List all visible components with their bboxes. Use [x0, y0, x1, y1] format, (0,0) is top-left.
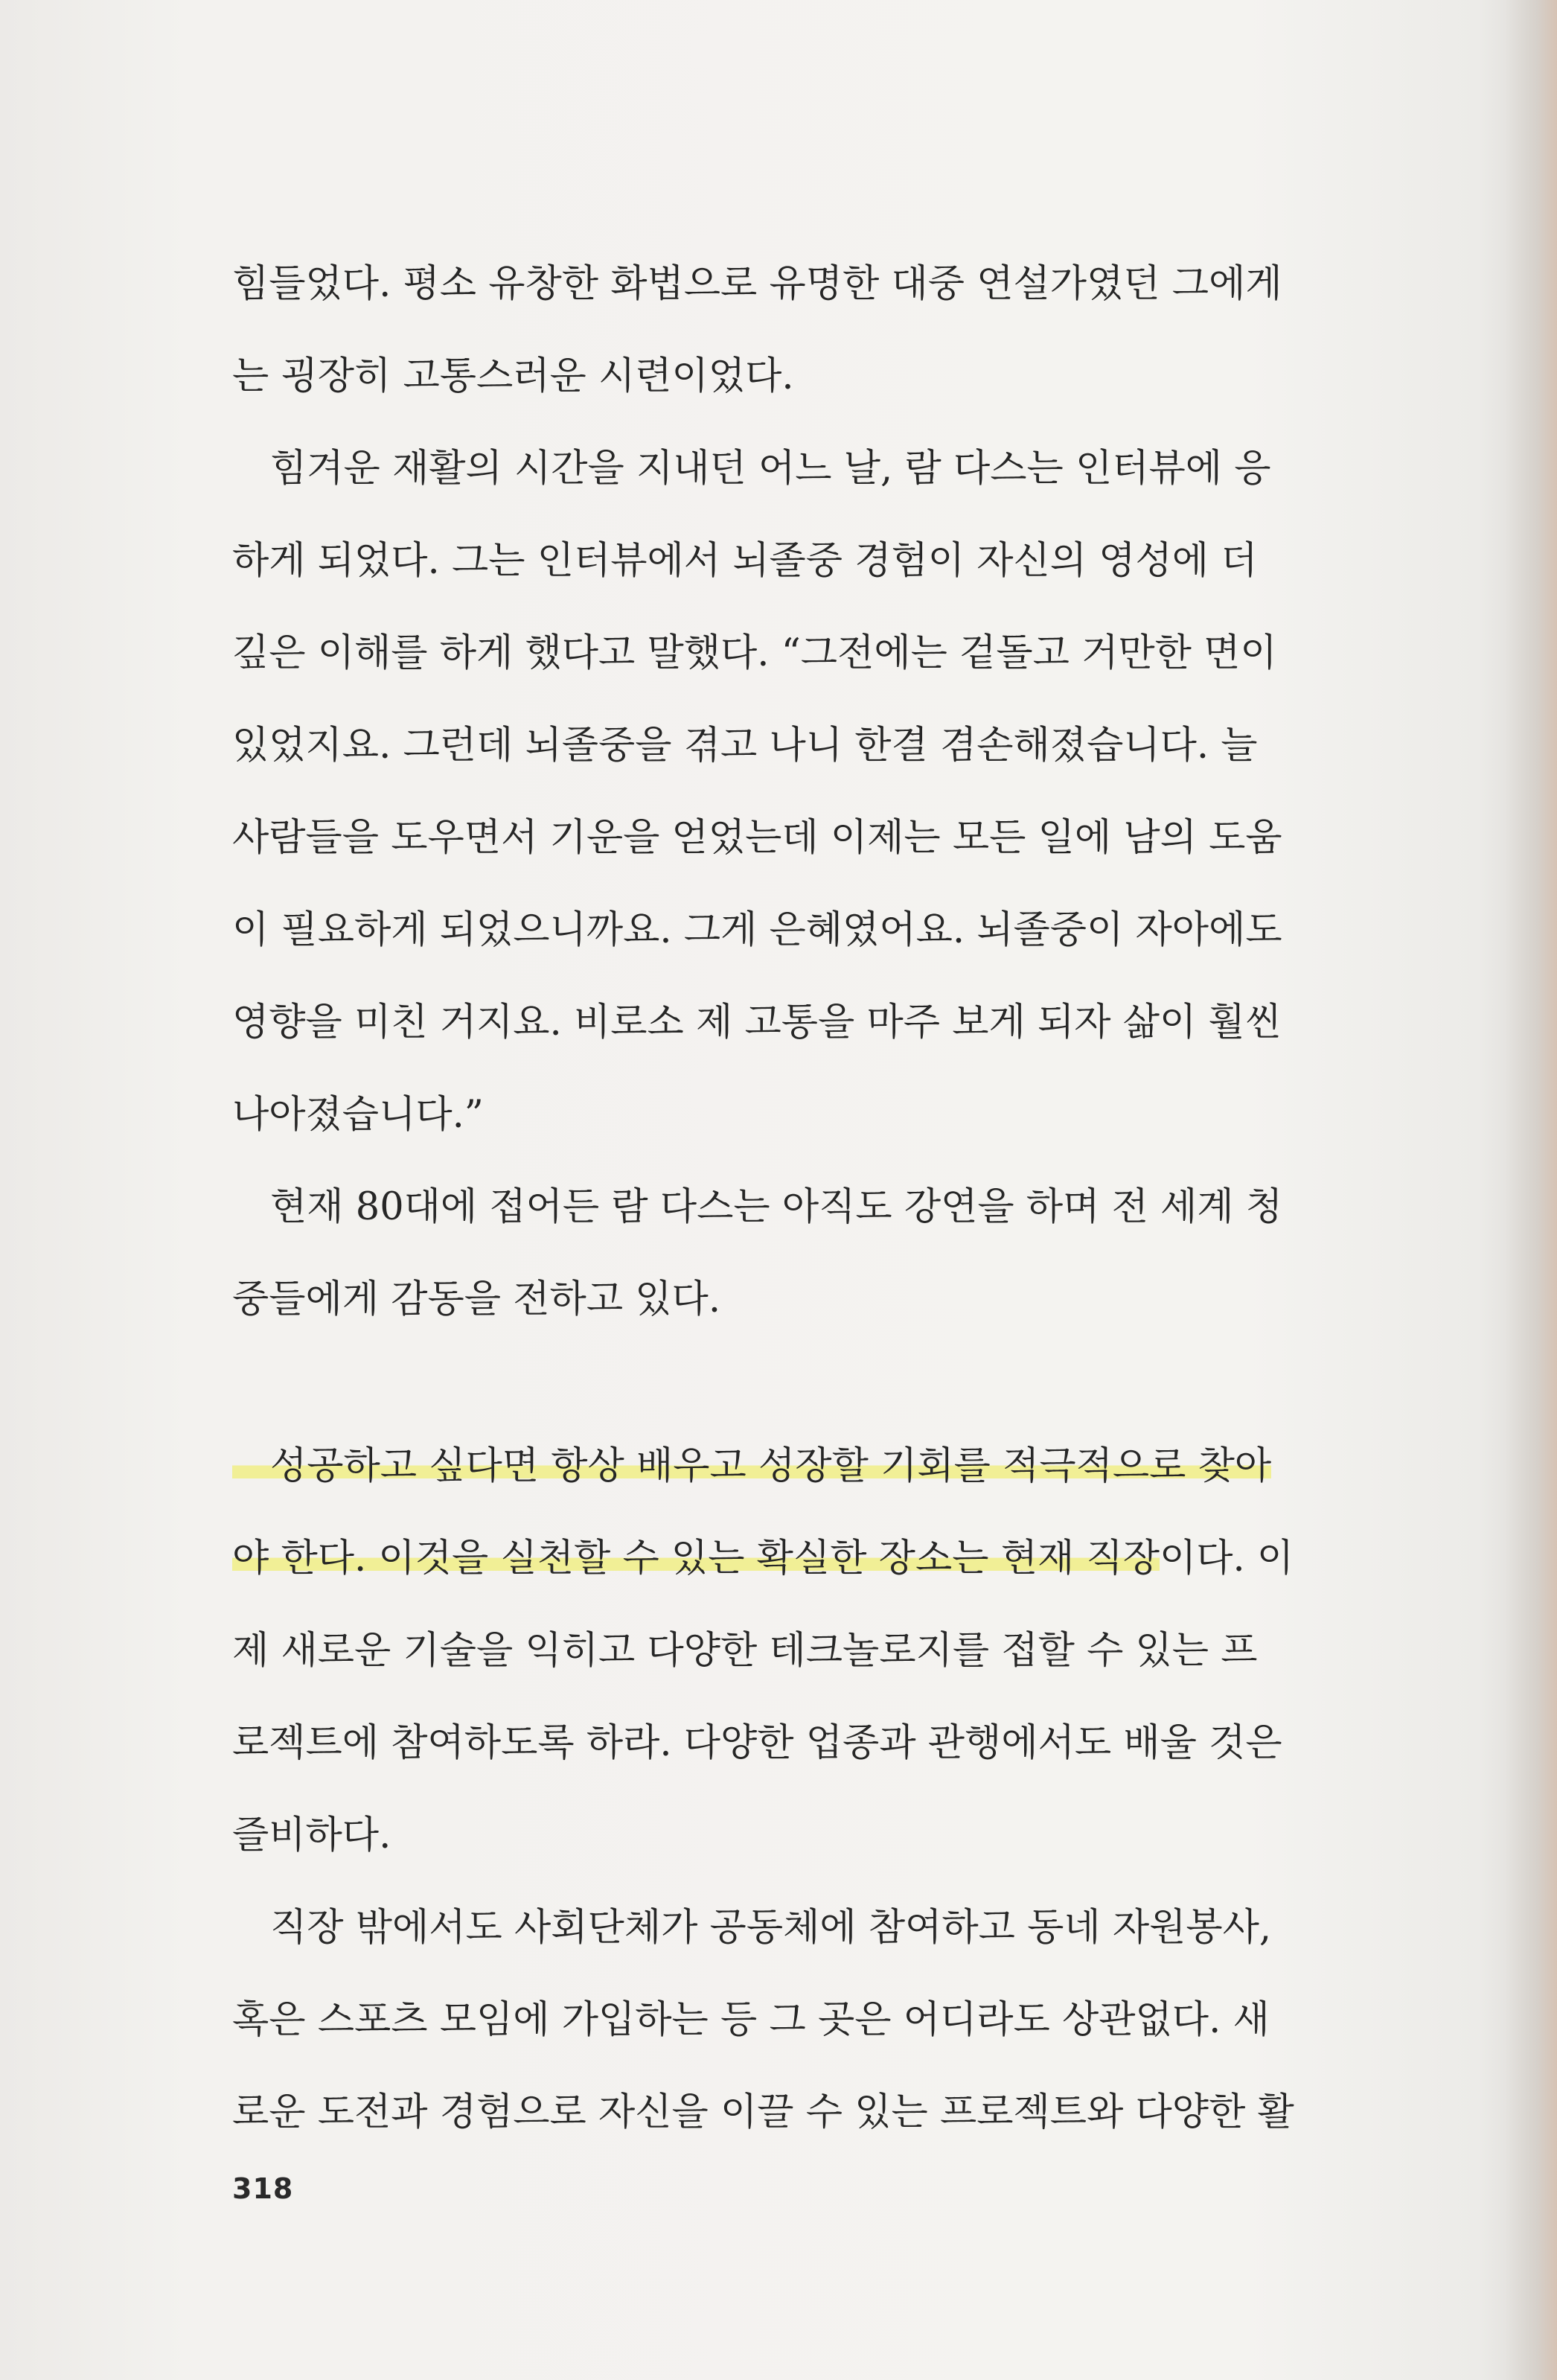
text-line: 로젝트에 참여하도록 하라. 다양한 업종과 관행에서도 배울 것은 [232, 1721, 1282, 1765]
text-line: 하게 되었다. 그는 인터뷰에서 뇌졸중 경험이 자신의 영성에 더 [232, 539, 1258, 583]
text-line: 영향을 미친 거지요. 비로소 제 고통을 마주 보게 되자 삶이 훨씬 [232, 1001, 1282, 1044]
highlighted-text-line [232, 1513, 1319, 1605]
highlighted-text-line [232, 1420, 1319, 1513]
text-line: 있었지요. 그런데 뇌졸중을 겪고 나니 한결 겸손해졌습니다. 늘 [232, 724, 1258, 768]
highlight-mark: 야 한다. 이것을 실천할 수 있는 확실한 장소는 현재 직장 [232, 1537, 1160, 1580]
text-line: 직장 밖에서도 사회단체가 공동체에 참여하고 동네 자원봉사, [232, 1906, 1272, 1950]
text-line: 깊은 이해를 하게 했다고 말했다. “그전에는 겉돌고 거만한 면이 [232, 631, 1277, 675]
text-line: 제 새로운 기술을 익히고 다양한 테크놀로지를 접할 수 있는 프 [232, 1629, 1258, 1673]
text-line: 이 필요하게 되었으니까요. 그게 은혜였어요. 뇌졸중이 자아에도 [232, 908, 1282, 952]
page-edge-shadow [1505, 0, 1557, 2380]
text-line: 힘겨운 재활의 시간을 지내던 어느 날, 람 다스는 인터뷰에 응 [232, 447, 1271, 491]
text-line: 중들에게 감동을 전하고 있다. [232, 1277, 721, 1321]
text-line: 사람들을 도우면서 기운을 얻었는데 이제는 모든 일에 남의 도움 [232, 816, 1282, 860]
text-line: 힘들었다. 평소 유창한 화법으로 유명한 대중 연설가였던 그에게 [232, 262, 1282, 306]
text-fragment: 이다. 이 [1159, 1537, 1294, 1580]
highlight-mark: 성공하고 싶다면 항상 배우고 성장할 기회를 적극적으로 찾아 [232, 1444, 1272, 1488]
body-text [232, 238, 1319, 2159]
text-line: 로운 도전과 경험으로 자신을 이끌 수 있는 프로젝트와 다양한 활 [232, 2090, 1294, 2134]
page-number: 318 [232, 2172, 294, 2205]
text-line: 혹은 스포츠 모임에 가입하는 등 그 곳은 어디라도 상관없다. 새 [232, 1998, 1270, 2042]
text-line: 현재 80대에 접어든 람 다스는 아직도 강연을 하며 전 세계 청 [232, 1185, 1283, 1229]
text-line: 나아졌습니다.” [232, 1093, 484, 1137]
text-line: 는 굉장히 고통스러운 시련이었다. [232, 354, 794, 398]
text-line: 즐비하다. [232, 1813, 391, 1857]
